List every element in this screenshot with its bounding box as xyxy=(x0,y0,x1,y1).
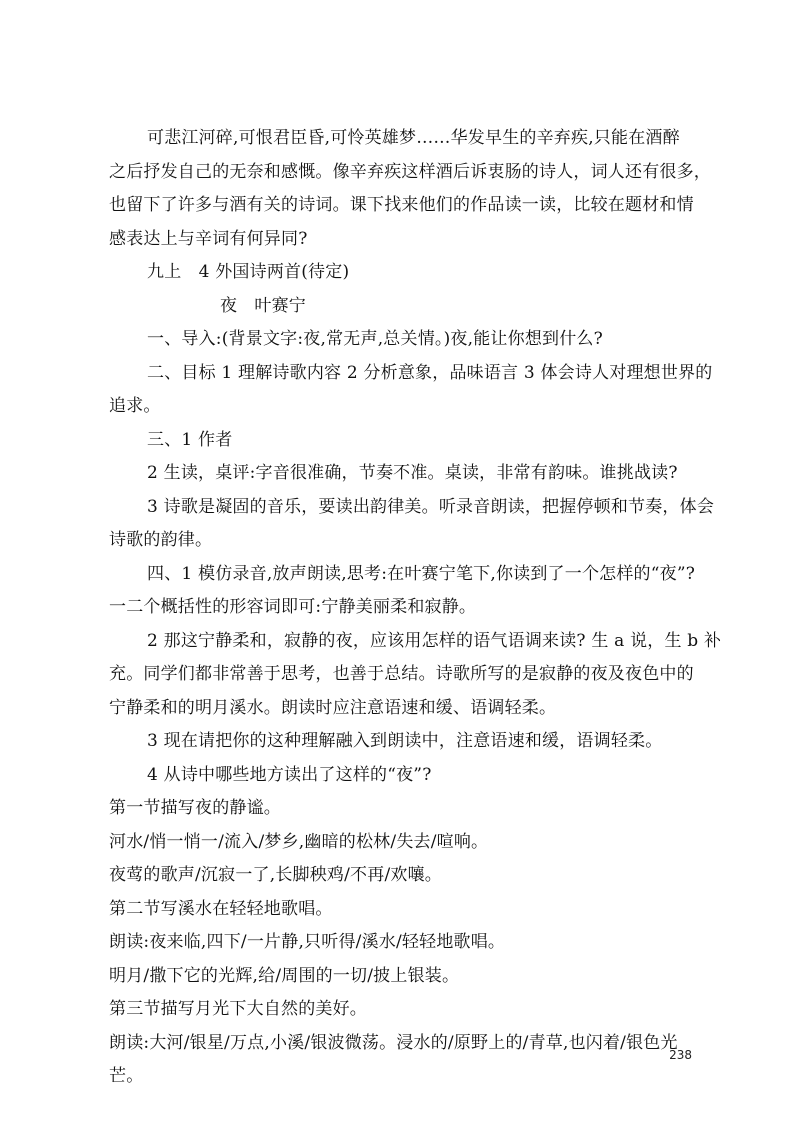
text-line: 2 生读，桌评:字音很准确，节奏不准。桌读，非常有韵味。谁挑战读? xyxy=(147,463,678,483)
text-line: 追求。 xyxy=(109,396,161,416)
text-line: 一、导入:(背景文字:夜,常无声,总关情。)夜,能让你想到什么? xyxy=(147,329,603,349)
text-line: 4 从诗中哪些地方读出了这样的“夜”? xyxy=(147,765,432,785)
poem-title: 夜 叶赛宁 xyxy=(220,296,306,316)
poem-line: 朗读:夜来临,四下/一片静,只听得/溪水/轻轻地歌唱。 xyxy=(109,932,506,952)
text-line: 3 诗歌是凝固的音乐，要读出韵律美。听录音朗读，把握停顿和节奏，体会 xyxy=(147,497,715,517)
text-line: 三、1 作者 xyxy=(147,430,233,450)
text-line: 之后抒发自己的无奈和感慨。像辛弃疾这样酒后诉衷肠的诗人，词人还有很多， xyxy=(109,162,711,182)
section-heading: 九上 4 外国诗两首(待定) xyxy=(147,262,350,282)
page-number: 238 xyxy=(669,1048,692,1062)
poem-line: 芒。 xyxy=(109,1066,144,1086)
text-line: 2 那这宁静柔和，寂静的夜，应该用怎样的语气语调来读? 生 a 说，生 b 补 xyxy=(147,631,722,651)
text-line: 宁静柔和的明月溪水。朗读时应注意语速和缓、语调轻柔。 xyxy=(109,698,557,718)
poem-line: 朗读:大河/银星/万点,小溪/银波微荡。浸水的/原野上的/青草,也闪着/银色光 xyxy=(109,1033,678,1053)
text-line: 3 现在请把你的这种理解融入到朗读中，注意语速和缓，语调轻柔。 xyxy=(147,731,663,751)
text-line: 一二个概括性的形容词即可:宁静美丽柔和寂静。 xyxy=(109,597,477,617)
text-line: 四、1 模仿录音,放声朗读,思考:在叶赛宁笔下,你读到了一个怎样的“夜”? xyxy=(147,564,696,584)
poem-line: 夜莺的歌声/沉寂一了,长脚秧鸡/不再/欢嚷。 xyxy=(109,865,442,885)
text-line: 诗歌的韵律。 xyxy=(109,530,213,550)
text-line: 充。同学们都非常善于思考，也善于总结。诗歌所写的是寂静的夜及夜色中的 xyxy=(109,664,694,684)
text-line: 感表达上与辛词有何异同? xyxy=(109,229,308,249)
text-line: 第一节描写夜的静谧。 xyxy=(109,798,281,818)
text-line: 也留下了许多与酒有关的诗词。课下找来他们的作品读一读，比较在题材和情 xyxy=(109,195,694,215)
poem-line: 明月/撒下它的光辉,给/周围的一切/披上银装。 xyxy=(109,966,460,986)
text-line: 可悲江河碎,可恨君臣昏,可怜英雄梦……华发早生的辛弃疾,只能在酒醉 xyxy=(147,128,680,148)
text-line: 第三节描写月光下大自然的美好。 xyxy=(109,999,367,1019)
text-line: 二、目标 1 理解诗歌内容 2 分析意象，品味语言 3 体会诗人对理想世界的 xyxy=(147,363,713,383)
text-line: 第二节写溪水在轻轻地歌唱。 xyxy=(109,899,333,919)
poem-line: 河水/悄一悄一/流入/梦乡,幽暗的松林/失去/喧响。 xyxy=(109,832,489,852)
